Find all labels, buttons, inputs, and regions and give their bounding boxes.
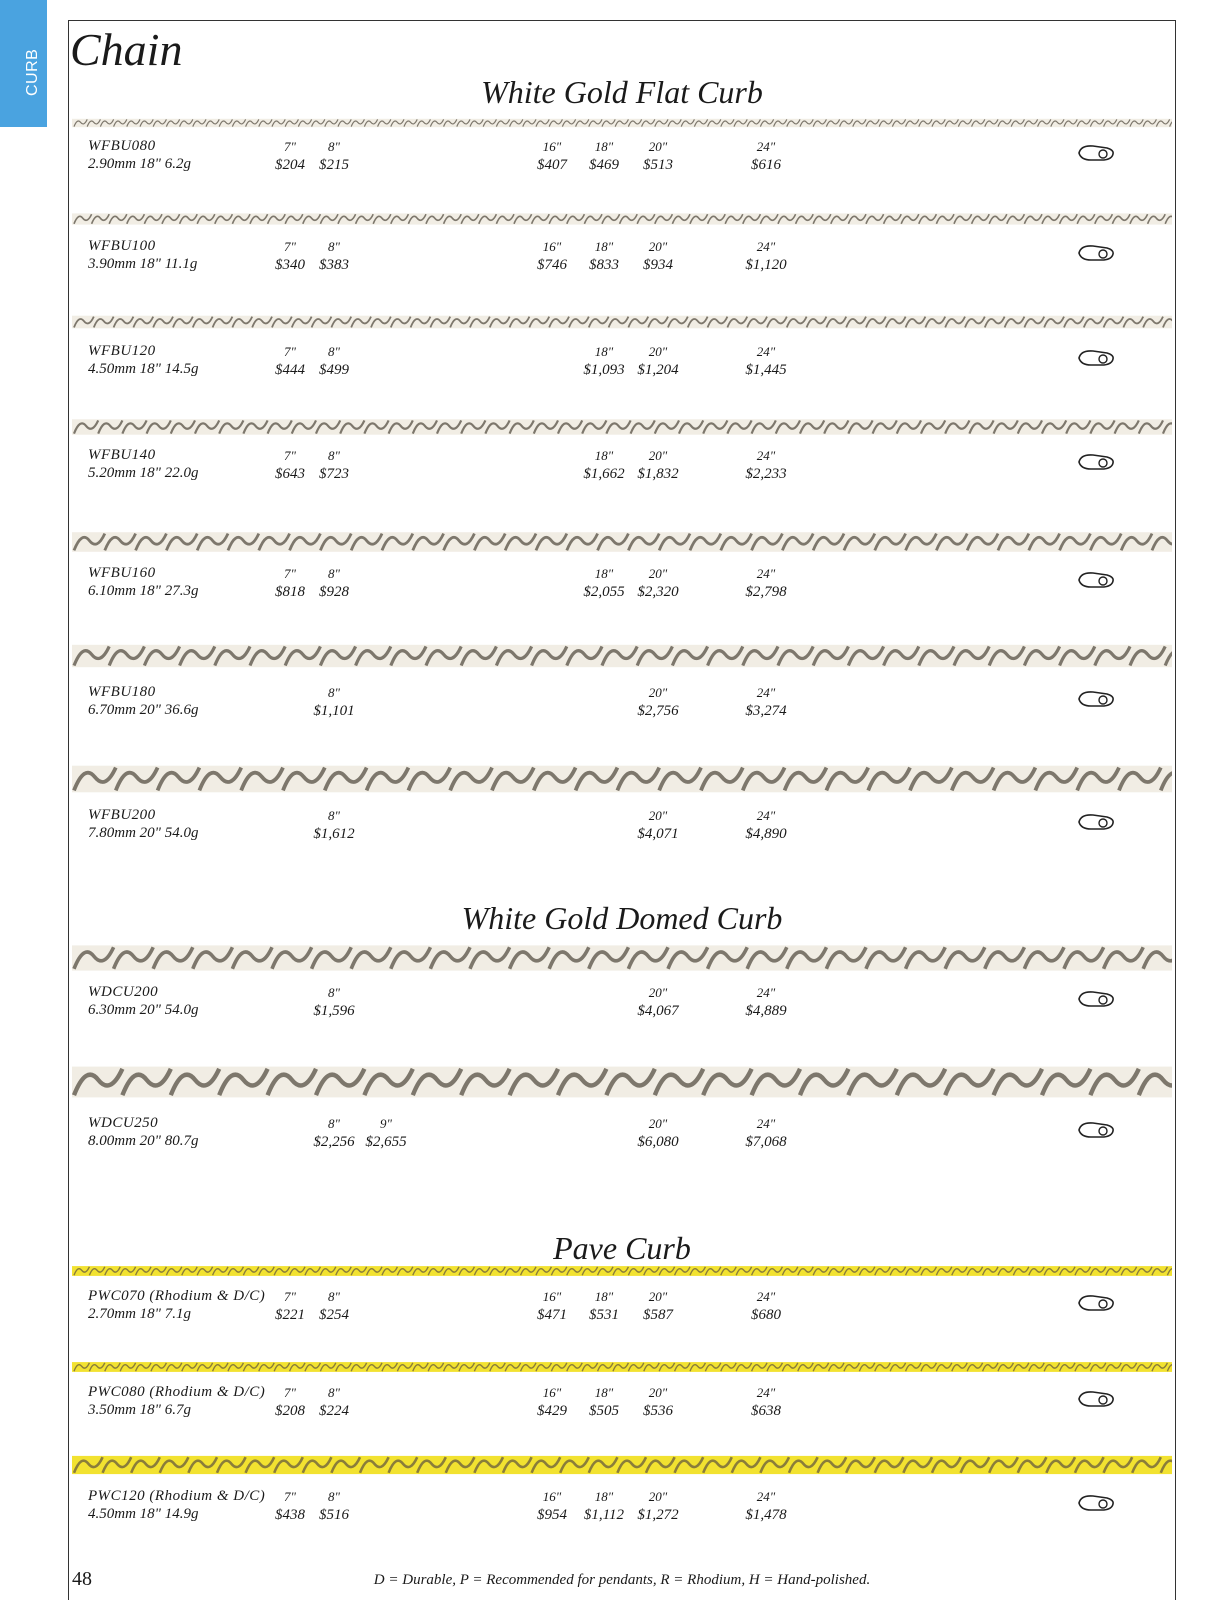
product-code: WFBU120 xyxy=(88,343,156,359)
product-row xyxy=(72,1488,1172,1536)
product-code: WDCU250 xyxy=(88,1115,159,1131)
length-label: 18" xyxy=(594,1289,614,1304)
length-label: 16" xyxy=(542,1289,562,1304)
price-value: $438 xyxy=(275,1507,305,1523)
price-value: $469 xyxy=(589,157,619,173)
length-label: 8" xyxy=(328,239,340,254)
product-row xyxy=(72,447,1172,495)
length-label: 8" xyxy=(328,1385,340,1400)
product-spec: 2.70mm 18" 7.1g xyxy=(88,1306,191,1322)
price-value: $1,120 xyxy=(745,257,787,273)
length-label: 9" xyxy=(380,1116,392,1131)
product-spec: 5.20mm 18" 22.0g xyxy=(88,465,199,481)
product-code: WFBU200 xyxy=(88,807,156,823)
price-cell-8in xyxy=(303,447,365,483)
price-value: $1,093 xyxy=(583,362,625,378)
price-value: $224 xyxy=(319,1403,349,1419)
price-value: $215 xyxy=(319,157,349,173)
length-label: 24" xyxy=(756,566,776,581)
price-value: $1,272 xyxy=(637,1507,679,1523)
price-cell-8in xyxy=(303,807,365,843)
price-cell-20in xyxy=(627,684,689,720)
price-cell-18in xyxy=(573,1384,635,1420)
price-value: $516 xyxy=(319,1507,349,1523)
price-value: $499 xyxy=(319,362,349,378)
product-row xyxy=(72,1115,1172,1163)
price-cell-24in xyxy=(735,343,797,379)
price-value: $2,055 xyxy=(583,584,625,600)
length-label: 24" xyxy=(756,239,776,254)
length-label: 20" xyxy=(648,808,668,823)
price-cell-20in xyxy=(627,343,689,379)
length-label: 8" xyxy=(328,985,340,1000)
price-cell-8in xyxy=(303,1288,365,1324)
chain-image xyxy=(72,211,1172,227)
price-value: $1,112 xyxy=(583,1507,625,1523)
price-value: $1,662 xyxy=(583,466,625,482)
lobster-clasp-icon xyxy=(1077,1292,1115,1314)
length-label: 7" xyxy=(284,139,296,154)
price-cell-20in xyxy=(627,1488,689,1524)
price-value: $4,890 xyxy=(745,826,787,842)
price-value: $4,067 xyxy=(637,1003,679,1019)
price-value: $3,274 xyxy=(745,703,787,719)
lobster-clasp-icon xyxy=(1077,347,1115,369)
lobster-clasp-icon xyxy=(1077,142,1115,164)
price-value: $4,889 xyxy=(745,1003,787,1019)
product-code: PWC120 (Rhodium & D/C) xyxy=(88,1488,266,1504)
length-label: 18" xyxy=(594,448,614,463)
product-spec: 6.10mm 18" 27.3g xyxy=(88,583,199,599)
price-value: $536 xyxy=(643,1403,673,1419)
length-label: 24" xyxy=(756,1489,776,1504)
chain-image xyxy=(72,640,1172,672)
length-label: 20" xyxy=(648,448,668,463)
length-label: 20" xyxy=(648,139,668,154)
price-cell-8in xyxy=(303,1488,365,1524)
length-label: 7" xyxy=(284,1489,296,1504)
section-title-domed-curb: White Gold Domed Curb xyxy=(461,900,783,936)
product-row xyxy=(72,807,1172,855)
price-value: $340 xyxy=(275,257,305,273)
price-cell-24in xyxy=(735,807,797,843)
length-label: 20" xyxy=(648,344,668,359)
price-value: $531 xyxy=(589,1307,619,1323)
price-value: $680 xyxy=(751,1307,781,1323)
lobster-clasp-icon xyxy=(1077,1492,1115,1514)
length-label: 8" xyxy=(328,1116,340,1131)
price-value: $1,832 xyxy=(637,466,679,482)
lobster-clasp-icon xyxy=(1077,1388,1115,1410)
price-cell-18in xyxy=(573,238,635,274)
product-code: PWC080 (Rhodium & D/C) xyxy=(88,1384,266,1400)
price-cell-9in xyxy=(355,1115,417,1151)
price-value: $833 xyxy=(589,257,619,273)
product-code: WFBU140 xyxy=(88,447,156,463)
price-value: $1,445 xyxy=(745,362,787,378)
length-label: 24" xyxy=(756,139,776,154)
length-label: 16" xyxy=(542,1385,562,1400)
length-label: 20" xyxy=(648,1385,668,1400)
price-value: $928 xyxy=(319,584,349,600)
page-number: 48 xyxy=(72,1568,92,1590)
price-cell-24in xyxy=(735,1115,797,1151)
product-code: WFBU180 xyxy=(88,684,156,700)
length-label: 24" xyxy=(756,1289,776,1304)
length-label: 8" xyxy=(328,448,340,463)
length-label: 24" xyxy=(756,808,776,823)
lobster-clasp-icon xyxy=(1077,451,1115,473)
length-label: 7" xyxy=(284,239,296,254)
length-label: 8" xyxy=(328,685,340,700)
length-label: 16" xyxy=(542,1489,562,1504)
length-label: 24" xyxy=(756,448,776,463)
price-cell-8in xyxy=(303,684,365,720)
price-value: $643 xyxy=(275,466,305,482)
chain-image xyxy=(72,1060,1172,1104)
price-value: $746 xyxy=(537,257,567,273)
price-cell-24in xyxy=(735,565,797,601)
length-label: 7" xyxy=(284,448,296,463)
price-value: $407 xyxy=(537,157,567,173)
price-cell-20in xyxy=(627,565,689,601)
length-label: 20" xyxy=(648,685,668,700)
product-row xyxy=(72,684,1172,732)
lobster-clasp-icon xyxy=(1077,1119,1115,1141)
length-label: 7" xyxy=(284,1289,296,1304)
length-label: 16" xyxy=(542,139,562,154)
lobster-clasp-icon xyxy=(1077,688,1115,710)
price-cell-24in xyxy=(735,1488,797,1524)
price-cell-18in xyxy=(573,1488,635,1524)
price-value: $429 xyxy=(537,1403,567,1419)
length-label: 8" xyxy=(328,344,340,359)
price-cell-24in xyxy=(735,1288,797,1324)
price-cell-18in xyxy=(573,447,635,483)
price-cell-24in xyxy=(735,684,797,720)
price-cell-24in xyxy=(735,138,797,174)
product-spec: 6.30mm 20" 54.0g xyxy=(88,1002,199,1018)
length-label: 24" xyxy=(756,985,776,1000)
price-cell-24in xyxy=(735,984,797,1020)
lobster-clasp-icon xyxy=(1077,242,1115,264)
price-cell-8in xyxy=(303,984,365,1020)
price-value: $2,756 xyxy=(637,703,679,719)
length-label: 8" xyxy=(328,1489,340,1504)
lobster-clasp-icon xyxy=(1077,988,1115,1010)
price-value: $254 xyxy=(319,1307,349,1323)
length-label: 18" xyxy=(594,139,614,154)
footnote: D = Durable, P = Recommended for pendants, R = Rhodium, H = Hand-polished. xyxy=(373,1572,871,1588)
price-cell-20in xyxy=(627,1115,689,1151)
product-row xyxy=(72,138,1172,186)
product-row xyxy=(72,1288,1172,1336)
product-code: WDCU200 xyxy=(88,984,159,1000)
price-value: $954 xyxy=(537,1507,567,1523)
price-value: $2,256 xyxy=(313,1134,355,1150)
length-label: 18" xyxy=(594,566,614,581)
length-label: 24" xyxy=(756,1116,776,1131)
product-code: WFBU160 xyxy=(88,565,156,581)
length-label: 24" xyxy=(756,1385,776,1400)
length-label: 7" xyxy=(284,566,296,581)
price-cell-18in xyxy=(573,1288,635,1324)
length-label: 7" xyxy=(284,344,296,359)
chain-image xyxy=(72,1360,1172,1374)
product-code: WFBU100 xyxy=(88,238,156,254)
chain-image xyxy=(72,760,1172,798)
product-row xyxy=(72,238,1172,286)
price-cell-20in xyxy=(627,238,689,274)
price-cell-8in xyxy=(303,1384,365,1420)
price-cell-8in xyxy=(303,565,365,601)
product-code: WFBU080 xyxy=(88,138,156,154)
product-spec: 4.50mm 18" 14.9g xyxy=(88,1506,199,1522)
price-cell-18in xyxy=(573,343,635,379)
price-value: $1,101 xyxy=(313,703,355,719)
chain-image xyxy=(72,1264,1172,1278)
length-label: 18" xyxy=(594,1489,614,1504)
price-value: $221 xyxy=(275,1307,305,1323)
price-cell-20in xyxy=(627,138,689,174)
price-value: $2,798 xyxy=(745,584,787,600)
section-title-pave-curb: Pave Curb xyxy=(553,1230,691,1266)
price-cell-18in xyxy=(573,138,635,174)
price-value: $471 xyxy=(537,1307,567,1323)
price-cell-8in xyxy=(303,138,365,174)
length-label: 8" xyxy=(328,139,340,154)
length-label: 20" xyxy=(648,1289,668,1304)
price-cell-20in xyxy=(627,1288,689,1324)
price-value: $383 xyxy=(319,257,349,273)
chain-image xyxy=(72,1452,1172,1478)
price-value: $1,596 xyxy=(313,1003,355,1019)
price-value: $1,204 xyxy=(637,362,679,378)
length-label: 8" xyxy=(328,566,340,581)
length-label: 20" xyxy=(648,239,668,254)
chain-image xyxy=(72,940,1172,976)
length-label: 18" xyxy=(594,239,614,254)
price-cell-8in xyxy=(303,343,365,379)
chain-image xyxy=(72,313,1172,331)
length-label: 24" xyxy=(756,344,776,359)
chain-image xyxy=(72,416,1172,438)
price-cell-24in xyxy=(735,1384,797,1420)
price-value: $2,233 xyxy=(745,466,787,482)
price-value: $6,080 xyxy=(637,1134,679,1150)
price-cell-24in xyxy=(735,447,797,483)
product-row xyxy=(72,565,1172,613)
length-label: 24" xyxy=(756,685,776,700)
length-label: 16" xyxy=(542,239,562,254)
product-row xyxy=(72,343,1172,391)
price-value: $587 xyxy=(643,1307,673,1323)
price-value: $505 xyxy=(589,1403,619,1419)
product-row xyxy=(72,1384,1172,1432)
price-cell-8in xyxy=(303,238,365,274)
length-label: 18" xyxy=(594,344,614,359)
length-label: 20" xyxy=(648,566,668,581)
product-row xyxy=(72,984,1172,1032)
product-code: PWC070 (Rhodium & D/C) xyxy=(88,1288,266,1304)
length-label: 20" xyxy=(648,1116,668,1131)
side-tab-curb xyxy=(0,0,47,127)
side-tab-label: CURB xyxy=(24,48,41,96)
product-spec: 8.00mm 20" 80.7g xyxy=(88,1133,199,1149)
price-value: $2,655 xyxy=(365,1134,407,1150)
price-cell-20in xyxy=(627,447,689,483)
price-value: $616 xyxy=(751,157,781,173)
price-value: $208 xyxy=(275,1403,305,1419)
lobster-clasp-icon xyxy=(1077,569,1115,591)
price-cell-18in xyxy=(573,565,635,601)
price-cell-20in xyxy=(627,807,689,843)
length-label: 8" xyxy=(328,1289,340,1304)
length-label: 18" xyxy=(594,1385,614,1400)
price-cell-24in xyxy=(735,238,797,274)
price-cell-20in xyxy=(627,984,689,1020)
section-title-flat-curb: White Gold Flat Curb xyxy=(481,74,763,110)
price-value: $1,612 xyxy=(313,826,355,842)
length-label: 20" xyxy=(648,1489,668,1504)
product-spec: 7.80mm 20" 54.0g xyxy=(88,825,199,841)
length-label: 20" xyxy=(648,985,668,1000)
price-value: $2,320 xyxy=(637,584,679,600)
product-spec: 6.70mm 20" 36.6g xyxy=(88,702,199,718)
length-label: 7" xyxy=(284,1385,296,1400)
page-title: Chain xyxy=(70,24,183,75)
price-value: $7,068 xyxy=(745,1134,787,1150)
product-spec: 2.90mm 18" 6.2g xyxy=(88,156,191,172)
product-spec: 3.90mm 18" 11.1g xyxy=(88,256,198,272)
chain-image xyxy=(72,117,1172,129)
product-spec: 3.50mm 18" 6.7g xyxy=(88,1402,191,1418)
price-value: $638 xyxy=(751,1403,781,1419)
price-value: $723 xyxy=(319,466,349,482)
chain-image xyxy=(72,528,1172,556)
price-value: $818 xyxy=(275,584,305,600)
price-cell-20in xyxy=(627,1384,689,1420)
price-value: $513 xyxy=(643,157,673,173)
price-value: $934 xyxy=(643,257,673,273)
price-value: $1,478 xyxy=(745,1507,787,1523)
product-spec: 4.50mm 18" 14.5g xyxy=(88,361,199,377)
price-value: $4,071 xyxy=(637,826,679,842)
price-value: $444 xyxy=(275,362,305,378)
length-label: 8" xyxy=(328,808,340,823)
price-value: $204 xyxy=(275,157,305,173)
lobster-clasp-icon xyxy=(1077,811,1115,833)
